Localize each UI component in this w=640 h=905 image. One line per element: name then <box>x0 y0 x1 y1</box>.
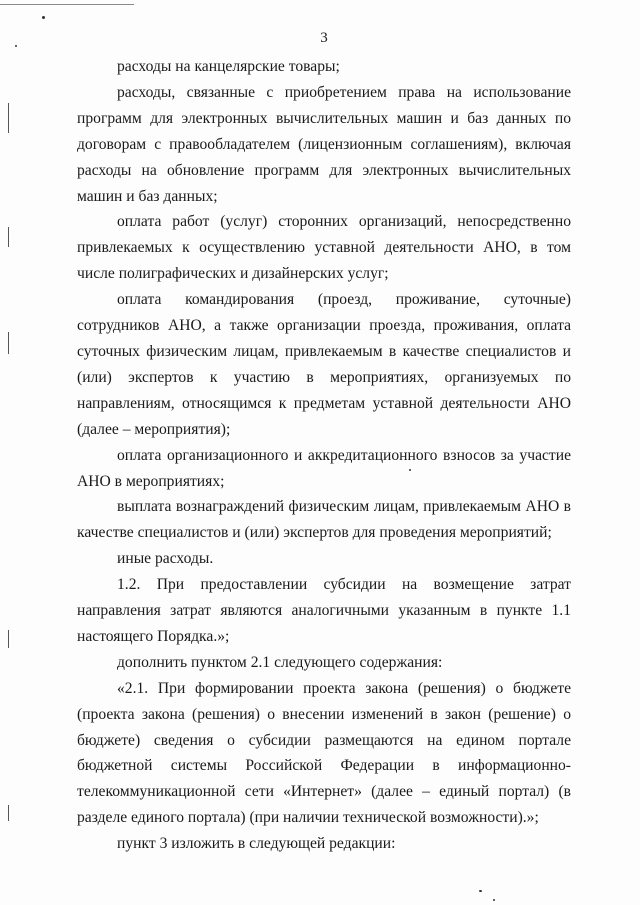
scan-margin-mark <box>8 103 9 133</box>
paragraph: «2.1. При формировании проекта закона (решения) о бюджете (проекта закона (решения) о внесении изменений в закон (решение) о бюджете) сведения о субсидии размещаются на едином портале бюджетной системы Российской Федерации в информационно-телекоммуникационной сети «Интернет» (далее – единый портал) (в разделе единого портала) (при наличии технической возможности).»; <box>77 679 571 827</box>
paragraph: иные расходы. <box>117 550 214 568</box>
paragraph: оплата организационного и аккредитационного взносов за участие АНО в мероприятиях; <box>77 446 571 490</box>
scan-speck <box>479 890 482 892</box>
paragraph: выплата вознаграждений физическим лицам, привлекаемым АНО в качестве специалистов и (или) экспертов для проведения мероприятий; <box>77 498 571 542</box>
scan-margin-mark <box>8 630 9 648</box>
document-body <box>77 54 571 857</box>
top-rule <box>0 4 134 5</box>
page-number: 3 <box>320 30 328 46</box>
scan-speck <box>493 899 495 901</box>
paragraph: пункт 3 изложить в следующей редакции: <box>117 835 396 853</box>
paragraph: расходы на канцелярские товары; <box>117 58 340 75</box>
paragraph: оплата командирования (проезд, проживание, суточные) сотрудников АНО, а также организации проезда, проживания, оплата суточных физическим лицам, привлекаемым в качестве специалистов и (или) экспертов к участию в мероприятиях, организуемых по направлениям, относящимся к предметам уставной деятельности АНО (далее – мероприятия); <box>77 291 571 438</box>
scan-speck <box>42 16 45 19</box>
scan-margin-mark <box>8 227 9 247</box>
paragraph: 1.2. При предоставлении субсидии на возмещение затрат направления затрат являются аналогичными указанным в пункте 1.1 настоящего Порядка.»; <box>77 576 571 645</box>
paragraph: дополнить пунктом 2.1 следующего содержания: <box>117 653 443 671</box>
scan-margin-mark <box>8 805 9 821</box>
paragraph: расходы, связанные с приобретением права на использование программ для электронных вычислительных машин и баз данных по договорам с правообладателем (лицензионным соглашениям), включая расходы на обновление программ для электронных вычислительных машин и баз данных; <box>77 83 571 205</box>
scan-margin-mark <box>8 332 9 354</box>
paragraph: оплата работ (услуг) сторонних организаций, непосредственно привлекаемых к осуществлению уставной деятельности АНО, в том числе полиграфических и дизайнерских услуг; <box>77 213 571 283</box>
